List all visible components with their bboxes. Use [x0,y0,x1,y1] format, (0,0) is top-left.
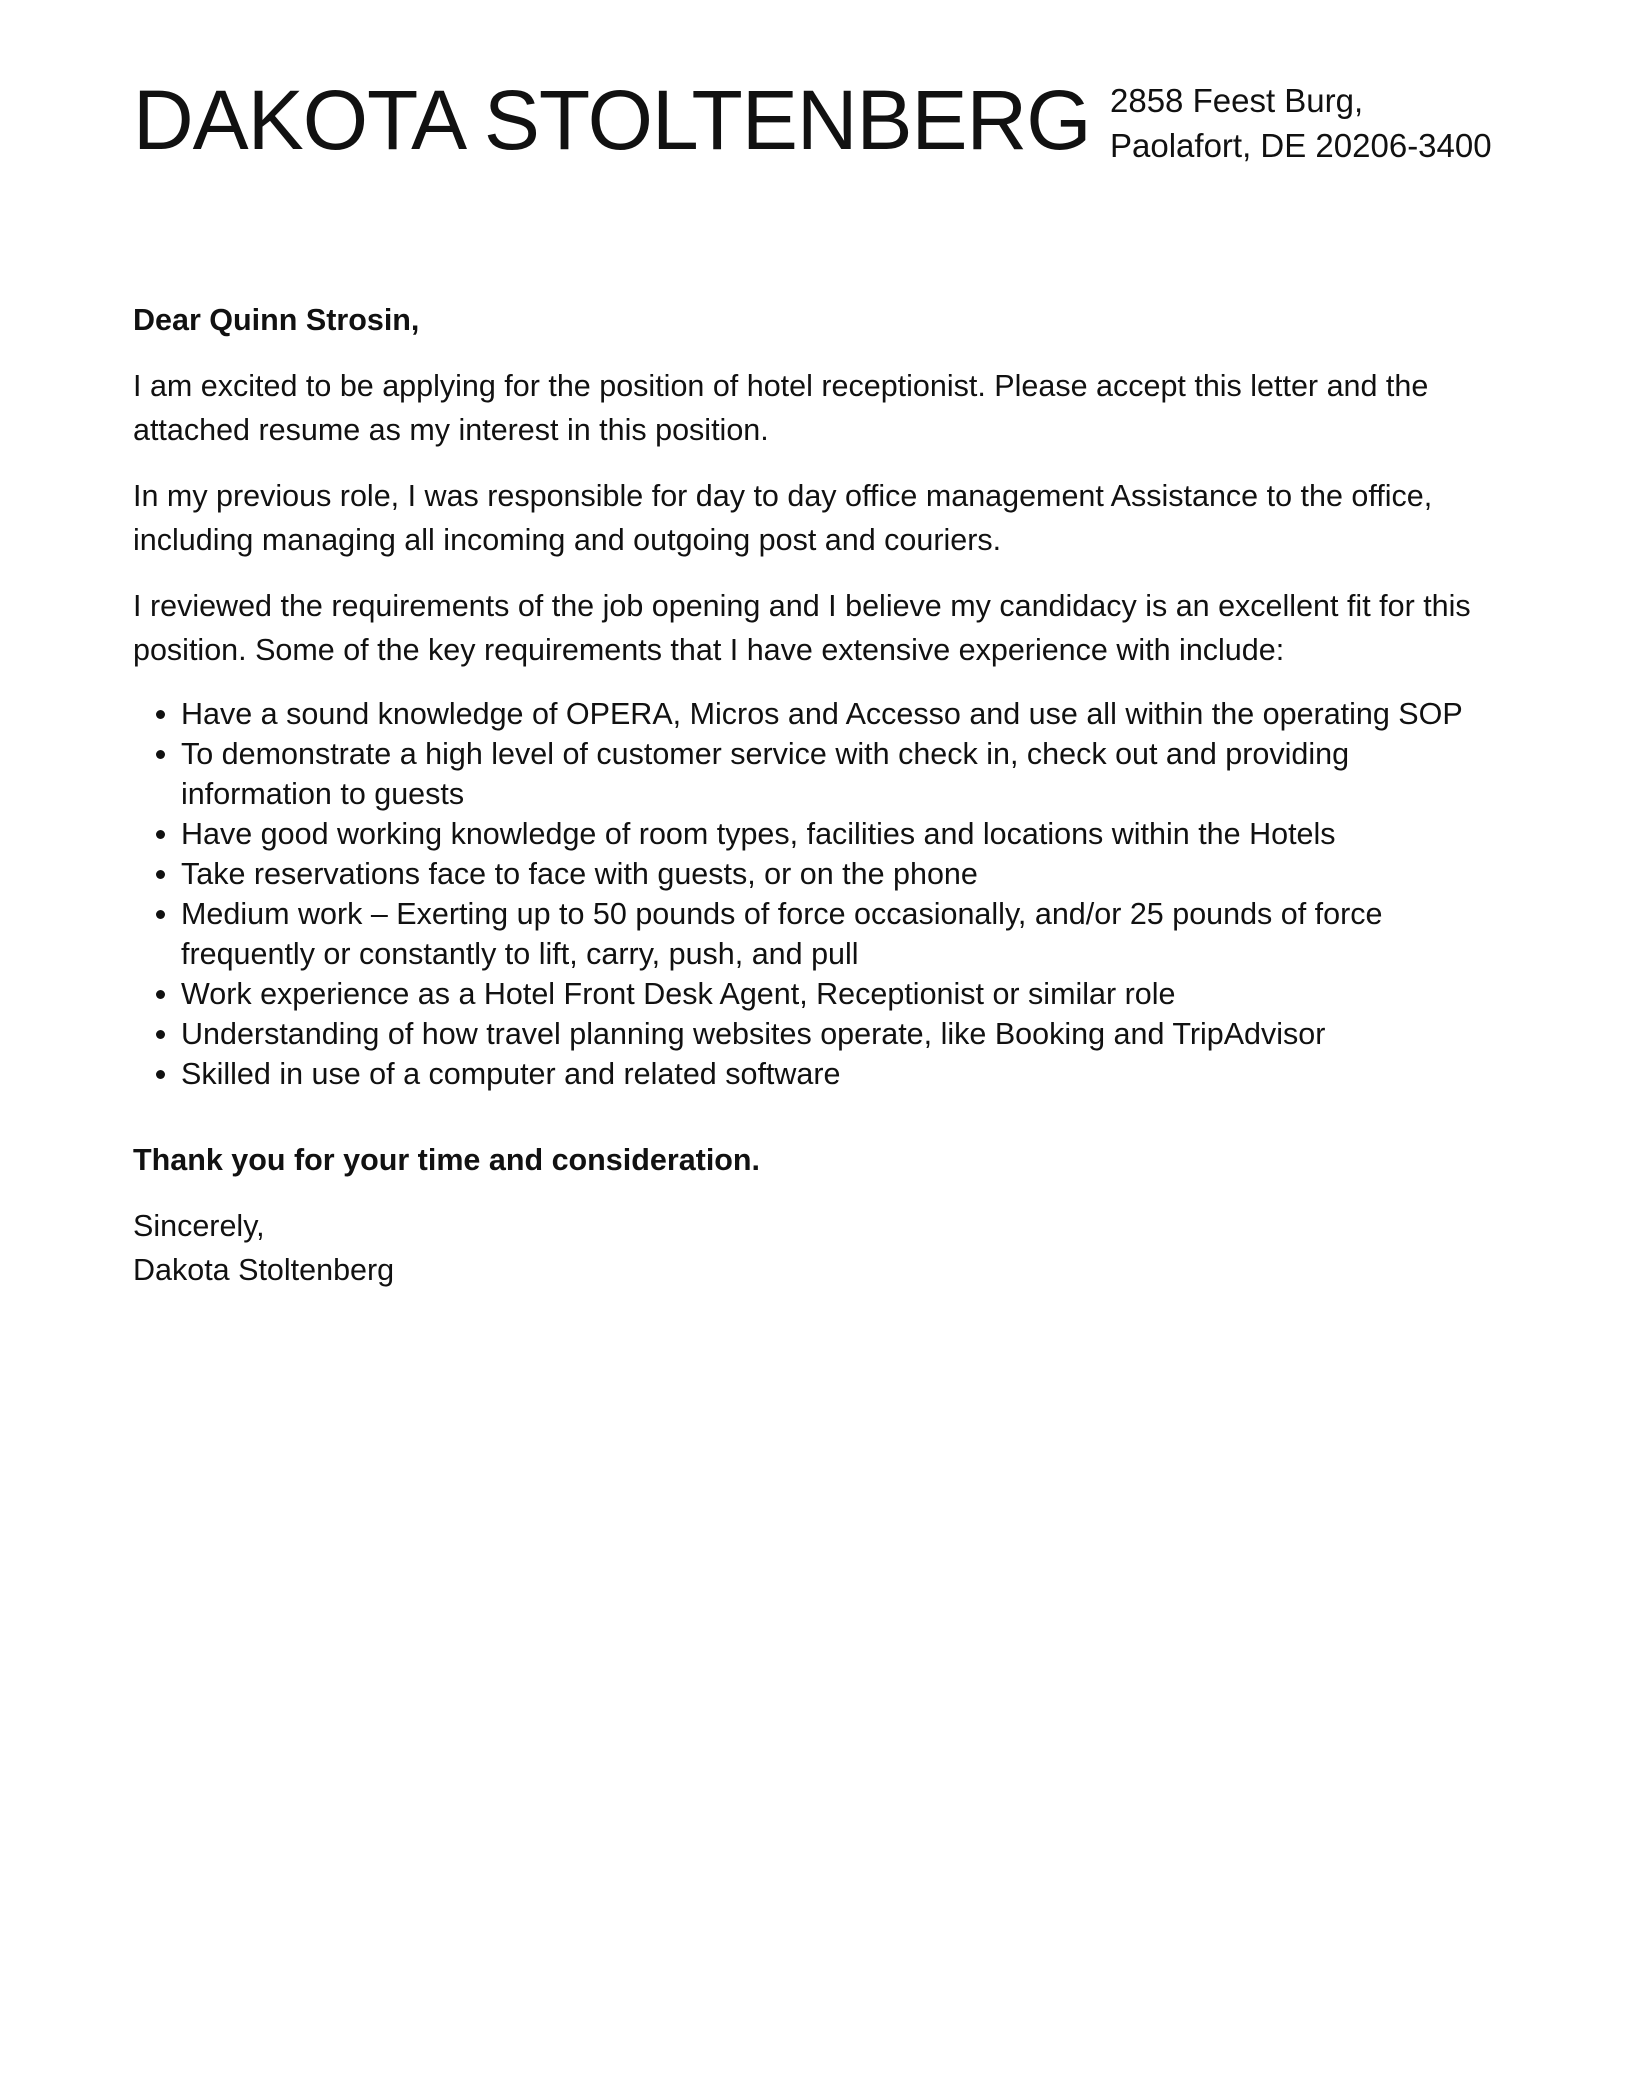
list-item: • Work experience as a Hotel Front Desk Agent, Receptionist or similar role [181,974,1505,1014]
letter-body [133,298,1505,1292]
paragraph-experience: In my previous role, I was responsible for day to day office management Assistance to the office, including managing all incoming and outgoing post and couriers. [133,479,1433,557]
letter-header [133,70,1503,190]
signoff-block [133,1204,1505,1292]
list-item: • Have good working knowledge of room types, facilities and locations within the Hotels [181,814,1505,854]
address-line-2: Paolafort, DE 20206-3400 [1110,127,1492,164]
address-line-1: 2858 Feest Burg, [1110,82,1364,119]
signature-name: Dakota Stoltenberg [133,1253,395,1287]
greeting: Dear Quinn Strosin, [133,303,420,337]
paragraph-intro: I am excited to be applying for the position of hotel receptionist. Please accept this letter and the attached resume as my interest in this position. [133,369,1429,447]
applicant-name: DAKOTA STOLTENBERG [133,73,1091,167]
signoff: Sincerely, [133,1209,265,1243]
list-item: • To demonstrate a high level of customer service with check in, check out and providing information to guests [181,734,1505,814]
list-item: • Medium work – Exerting up to 50 pounds of force occasionally, and/or 25 pounds of force frequently or constantly to lift, carry, push, and pull [181,894,1505,974]
list-item: • Take reservations face to face with guests, or on the phone [181,854,1505,894]
closing-line: Thank you for your time and consideration. [133,1143,761,1177]
list-item: • Understanding of how travel planning websites operate, like Booking and TripAdvisor [181,1014,1505,1054]
applicant-address [1110,78,1492,168]
requirements-list [133,694,1505,1094]
list-item: • Have a sound knowledge of OPERA, Micros and Accesso and use all within the operating SOP [181,694,1505,734]
paragraph-requirements: I reviewed the requirements of the job opening and I believe my candidacy is an excellent fit for this position. Some of the key requirements that I have extensive experience with include: [133,589,1471,667]
list-item: • Skilled in use of a computer and related software [181,1054,1505,1094]
